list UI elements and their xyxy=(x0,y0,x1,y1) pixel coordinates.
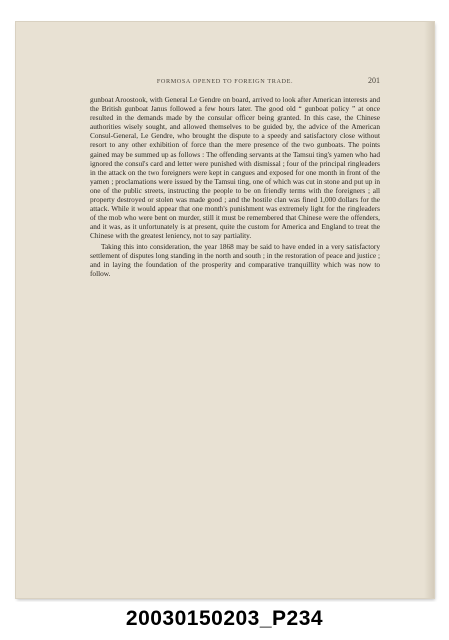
catalog-id: 20030150203_P234 xyxy=(125,607,324,630)
paragraph-2: Taking this into consideration, the year 1868 may be said to have ended in a very satisfactory settlement of disputes long standing in the north and south ; in the restoration of peace and justice ; and in laying the foundation of the prosperity and comparative tranquillity which was now to follow. xyxy=(90,241,380,278)
running-title: FORMOSA OPENED TO FOREIGN TRADE. xyxy=(156,78,294,85)
page-number: 201 xyxy=(368,76,380,85)
paragraph-1: gunboat Aroostook, with General Le Gendre on board, arrived to look after American interests and the British gunboat Janus followed a few hours later. The good old “ gunboat policy ” at once resulted in the demands made by the consular officer being granted. In this case, the Chinese authorities wisely sought, and allowed themselves to be guided by, the advice of the American Consul-General, Le Gendre, who brought the dispute to a speedy and satisfactory close without resort to any other exhibition of force than the mere presence of the two gunboats. The points gained may be summed up as follows : The offending servants at the Tamsui ting's yamen who had ignored the consul's card and letter were punished with dismissal ; four of the principal ringleaders in the attack on the two foreigners were kept in cangues and exposed for one month in front of the yamen ; proclamations were issued by the Tamsui ting, one of which was cut in stone and put up in one of the public streets, instructing the people to be on friendly terms with the foreigners ; all property destroyed or stolen was made good ; and the hostile clan was fined 1,000 dollars for the attack. While it would appear that one month's punishment was extremely light for the ringleaders of the mob who were bent on murder, still it must be remembered that Chinese were the offenders, and it was, as it unfortunately is at present, quite the custom for America and England to treat the Chinese with the greatest leniency, not to say partiality. xyxy=(90,95,380,241)
catalog-label xyxy=(0,602,449,640)
running-head xyxy=(16,76,434,88)
book-page xyxy=(16,22,434,598)
body-text xyxy=(90,95,380,278)
